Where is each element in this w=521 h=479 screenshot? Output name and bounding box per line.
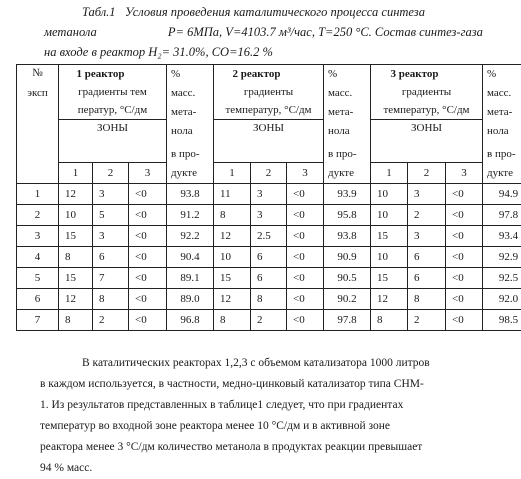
gradient-value: 8 (59, 310, 93, 331)
body-line: 94 % масс. (40, 458, 500, 479)
zones-label-1: ЗОНЫ (59, 120, 167, 163)
gradient-value: 15 (59, 268, 93, 289)
gradient-value: <0 (446, 247, 483, 268)
gradient-value: 8 (408, 289, 446, 310)
methanol-percent: 89.0 (167, 289, 214, 310)
gradient-value: 8 (59, 247, 93, 268)
body-line: В каталитических реакторах 1,2,3 с объемом катализатора 1000 литров (40, 353, 500, 374)
methanol-percent: 92.5 (483, 268, 521, 289)
gradient-value: <0 (446, 310, 483, 331)
gradient-value: 2 (408, 205, 446, 226)
gradient-value: 5 (93, 205, 129, 226)
methanol-percent: 89.1 (167, 268, 214, 289)
table-row (17, 247, 521, 268)
table-row (17, 205, 521, 226)
gradient-value: <0 (129, 310, 167, 331)
experiment-number: 3 (17, 226, 59, 247)
methanol-percent: 93.9 (324, 184, 371, 205)
gradient-value: 10 (371, 184, 408, 205)
methanol-percent: 97.8 (483, 205, 521, 226)
gradient-value: <0 (446, 226, 483, 247)
experiment-number: 7 (17, 310, 59, 331)
gradient-value: 3 (93, 184, 129, 205)
reactor-2-header: 2 реактор градиенты температур, °С/дм (214, 65, 324, 120)
gradient-value: 2 (93, 310, 129, 331)
methanol-percent: 92.2 (167, 226, 214, 247)
gradient-value: <0 (446, 205, 483, 226)
zone-number: 1 (214, 163, 251, 184)
methanol-percent: 93.8 (324, 226, 371, 247)
gradient-value: 15 (371, 226, 408, 247)
methanol-pct-header-1: % масс. мета- нола в про- дукте (167, 65, 214, 184)
body-line: в каждом используется, в частности, медно-цинковый катализатор типа СНМ- (40, 374, 500, 395)
gradient-value: 12 (371, 289, 408, 310)
methanol-percent: 96.8 (167, 310, 214, 331)
table-row (17, 289, 521, 310)
caption-line-1 (44, 2, 514, 22)
gradient-value: 15 (214, 268, 251, 289)
experiment-number: 4 (17, 247, 59, 268)
zone-number: 2 (408, 163, 446, 184)
gradient-value: <0 (129, 184, 167, 205)
gradient-value: 12 (214, 226, 251, 247)
synthesis-conditions-table (16, 64, 521, 331)
gradient-value: 3 (93, 226, 129, 247)
table-caption (44, 2, 514, 62)
gradient-value: 6 (93, 247, 129, 268)
gradient-value: <0 (287, 310, 324, 331)
gradient-value: <0 (129, 226, 167, 247)
gradient-value: <0 (446, 268, 483, 289)
gradient-value: <0 (287, 184, 324, 205)
methanol-pct-header-3: % масс. мета- нола в про- дукте (483, 65, 521, 184)
gradient-value: 8 (371, 310, 408, 331)
gradient-value: 6 (251, 268, 287, 289)
gradient-value: 7 (93, 268, 129, 289)
zones-label-2: ЗОНЫ (214, 120, 324, 163)
zone-number: 1 (371, 163, 408, 184)
gradient-value: 12 (59, 184, 93, 205)
table-row (17, 226, 521, 247)
gradient-value: 6 (408, 247, 446, 268)
table-row (17, 184, 521, 205)
gradient-value: <0 (446, 289, 483, 310)
gradient-value: 11 (214, 184, 251, 205)
body-line: реактора менее 3 °С/дм количество метанола в продуктах реакции превышает (40, 437, 500, 458)
zones-label-3: ЗОНЫ (371, 120, 483, 163)
gradient-value: 8 (214, 205, 251, 226)
methanol-percent: 90.5 (324, 268, 371, 289)
gradient-value: 12 (214, 289, 251, 310)
gradient-value: 15 (371, 268, 408, 289)
methanol-percent: 90.9 (324, 247, 371, 268)
methanol-pct-header-2: % масс. мета- нола в про- дукте (324, 65, 371, 184)
table-row (17, 310, 521, 331)
caption-line-3: на входе в реактор H₂= 31.0%, CO=16.2 % (44, 42, 514, 62)
table-row (17, 268, 521, 289)
gradient-value: 10 (371, 205, 408, 226)
zone-number: 2 (251, 163, 287, 184)
gradient-value: 8 (93, 289, 129, 310)
gradient-value: 10 (371, 247, 408, 268)
gradient-value: 6 (408, 268, 446, 289)
body-line: 1. Из результатов представленных в таблице1 следует, что при градиентах (40, 395, 500, 416)
methanol-percent: 92.9 (483, 247, 521, 268)
zone-number: 1 (59, 163, 93, 184)
caption-title: Условия проведения каталитического процесса синтеза (125, 5, 425, 19)
table-body (17, 184, 521, 331)
gradient-value: 15 (59, 226, 93, 247)
experiment-number: 6 (17, 289, 59, 310)
reactor-1-header: 1 реактор градиенты тем ператур, °С/дм (59, 65, 167, 120)
zone-number: 2 (93, 163, 129, 184)
caption-title-end: метанола (44, 25, 97, 39)
zone-number: 3 (446, 163, 483, 184)
methanol-percent: 97.8 (324, 310, 371, 331)
methanol-percent: 94.9 (483, 184, 521, 205)
header-row (17, 65, 521, 120)
gradient-value: 10 (214, 247, 251, 268)
caption-line-2 (44, 22, 514, 42)
gradient-value: <0 (287, 289, 324, 310)
gradient-value: <0 (287, 247, 324, 268)
gradient-value: <0 (129, 289, 167, 310)
caption-conditions: P= 6МПа, V=4103.7 м³/час, T=250 °C. Состав синтез-газа (168, 25, 483, 39)
methanol-percent: 92.0 (483, 289, 521, 310)
gradient-value: 8 (214, 310, 251, 331)
methanol-percent: 95.8 (324, 205, 371, 226)
methanol-percent: 98.5 (483, 310, 521, 331)
gradient-value: <0 (446, 184, 483, 205)
gradient-value: 6 (251, 247, 287, 268)
caption-table-number: Табл.1 (82, 5, 116, 19)
gradient-value: 3 (408, 184, 446, 205)
gradient-value: 2 (408, 310, 446, 331)
zone-number-row (17, 163, 521, 184)
gradient-value: 8 (251, 289, 287, 310)
methanol-percent: 90.2 (324, 289, 371, 310)
gradient-value: 10 (59, 205, 93, 226)
reactor-3-header: 3 реактор градиенты температур, °С/дм (371, 65, 483, 120)
gradient-value: <0 (129, 268, 167, 289)
gradient-value: <0 (287, 268, 324, 289)
gradient-value: 2.5 (251, 226, 287, 247)
methanol-percent: 93.4 (483, 226, 521, 247)
gradient-value: <0 (129, 247, 167, 268)
zone-number: 3 (129, 163, 167, 184)
gradient-value: 12 (59, 289, 93, 310)
gradient-value: <0 (287, 205, 324, 226)
zone-number: 3 (287, 163, 324, 184)
gradient-value: <0 (129, 205, 167, 226)
methanol-percent: 91.2 (167, 205, 214, 226)
methanol-percent: 93.8 (167, 184, 214, 205)
gradient-value: <0 (287, 226, 324, 247)
body-paragraph (40, 353, 500, 479)
methanol-percent: 90.4 (167, 247, 214, 268)
zones-row (17, 120, 521, 163)
gradient-value: 3 (251, 184, 287, 205)
gradient-value: 2 (251, 310, 287, 331)
experiment-number-header: № эксп (17, 65, 59, 184)
gradient-value: 3 (408, 226, 446, 247)
body-line: температур во входной зоне реактора менее 10 °С/дм и в активной зоне (40, 416, 500, 437)
gradient-value: 3 (251, 205, 287, 226)
experiment-number: 1 (17, 184, 59, 205)
experiment-number: 5 (17, 268, 59, 289)
experiment-number: 2 (17, 205, 59, 226)
